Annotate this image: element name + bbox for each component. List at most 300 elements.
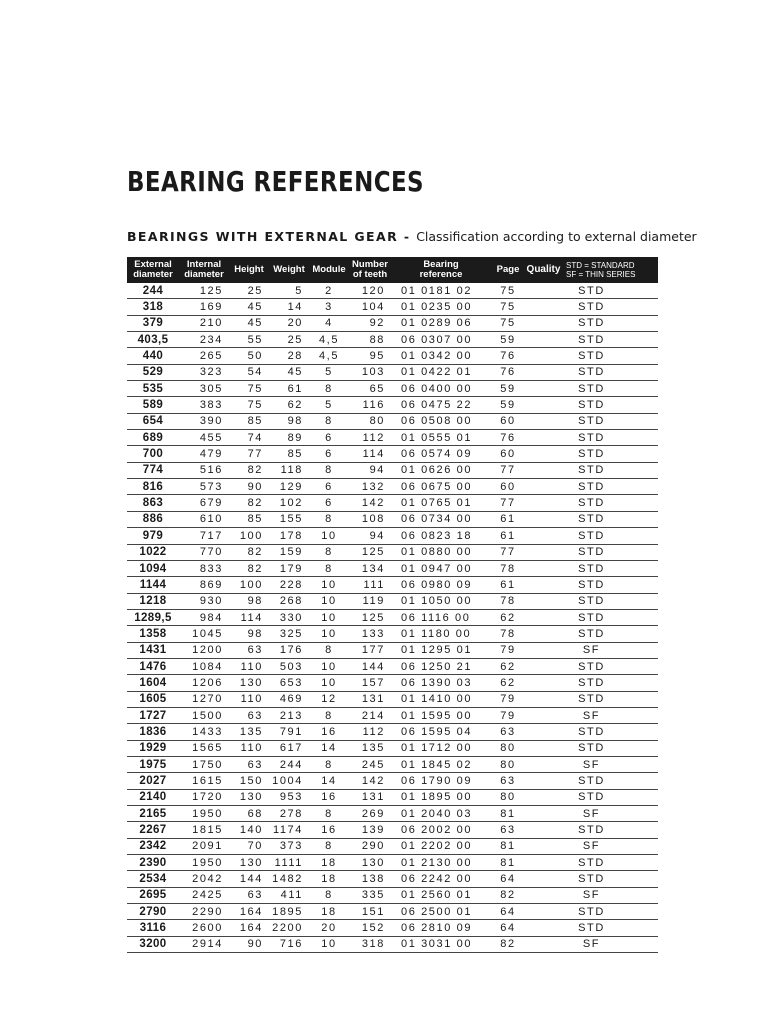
teeth-cell: 142 xyxy=(349,773,391,789)
weight-cell: 155 xyxy=(269,511,309,527)
external-diameter-cell: 2027 xyxy=(127,773,179,789)
height-cell: 140 xyxy=(229,822,269,838)
height-cell: 68 xyxy=(229,806,269,822)
module-cell: 8 xyxy=(309,756,349,772)
page-cell: 80 xyxy=(491,740,525,756)
internal-diameter-cell: 1084 xyxy=(179,658,229,674)
external-diameter-cell: 774 xyxy=(127,462,179,478)
reference-cell: 06 1116 00 xyxy=(391,609,491,625)
weight-cell: 244 xyxy=(269,756,309,772)
external-diameter-cell: 1727 xyxy=(127,707,179,723)
table-row xyxy=(127,920,658,936)
reference-cell: 01 1895 00 xyxy=(391,789,491,805)
table-row xyxy=(127,413,658,429)
page-cell: 75 xyxy=(491,283,525,299)
height-cell: 75 xyxy=(229,397,269,413)
external-diameter-cell: 1431 xyxy=(127,642,179,658)
page-cell: 80 xyxy=(491,756,525,772)
height-cell: 98 xyxy=(229,593,269,609)
teeth-cell: 114 xyxy=(349,446,391,462)
table-row xyxy=(127,364,658,380)
height-cell: 164 xyxy=(229,920,269,936)
external-diameter-cell: 1144 xyxy=(127,577,179,593)
module-cell: 10 xyxy=(309,936,349,952)
external-diameter-cell: 1094 xyxy=(127,560,179,576)
internal-diameter-cell: 1045 xyxy=(179,626,229,642)
internal-diameter-cell: 1950 xyxy=(179,806,229,822)
internal-diameter-cell: 1950 xyxy=(179,855,229,871)
quality-cell: SF xyxy=(525,642,658,658)
weight-cell: 89 xyxy=(269,430,309,446)
weight-cell: 14 xyxy=(269,299,309,315)
reference-cell: 06 1390 03 xyxy=(391,675,491,691)
height-cell: 63 xyxy=(229,887,269,903)
internal-diameter-cell: 390 xyxy=(179,413,229,429)
module-cell: 8 xyxy=(309,544,349,560)
weight-cell: 85 xyxy=(269,446,309,462)
table-row xyxy=(127,887,658,903)
header-module: Module xyxy=(309,257,349,283)
height-cell: 114 xyxy=(229,609,269,625)
header-number-of-teeth: Number of teeth xyxy=(349,257,391,283)
teeth-cell: 95 xyxy=(349,348,391,364)
teeth-cell: 142 xyxy=(349,495,391,511)
internal-diameter-cell: 383 xyxy=(179,397,229,413)
external-diameter-cell: 379 xyxy=(127,315,179,331)
internal-diameter-cell: 1206 xyxy=(179,675,229,691)
weight-cell: 228 xyxy=(269,577,309,593)
table-row xyxy=(127,806,658,822)
quality-cell: STD xyxy=(525,609,658,625)
page-cell: 81 xyxy=(491,838,525,854)
page-cell: 63 xyxy=(491,724,525,740)
quality-cell: STD xyxy=(525,871,658,887)
weight-cell: 129 xyxy=(269,479,309,495)
reference-cell: 01 2202 00 xyxy=(391,838,491,854)
teeth-cell: 157 xyxy=(349,675,391,691)
internal-diameter-cell: 1200 xyxy=(179,642,229,658)
table-header-row xyxy=(127,257,658,283)
internal-diameter-cell: 984 xyxy=(179,609,229,625)
weight-cell: 411 xyxy=(269,887,309,903)
height-cell: 55 xyxy=(229,332,269,348)
page-cell: 75 xyxy=(491,299,525,315)
teeth-cell: 111 xyxy=(349,577,391,593)
height-cell: 110 xyxy=(229,691,269,707)
table-row xyxy=(127,740,658,756)
height-cell: 63 xyxy=(229,707,269,723)
reference-cell: 06 0823 18 xyxy=(391,528,491,544)
quality-cell: STD xyxy=(525,315,658,331)
header-quality-legend: STD = STANDARD SF = THIN SERIES xyxy=(562,257,658,283)
page-cell: 77 xyxy=(491,462,525,478)
quality-cell: STD xyxy=(525,658,658,674)
table-body xyxy=(127,283,658,953)
external-diameter-cell: 689 xyxy=(127,430,179,446)
reference-cell: 01 0422 01 xyxy=(391,364,491,380)
quality-cell: STD xyxy=(525,528,658,544)
internal-diameter-cell: 573 xyxy=(179,479,229,495)
external-diameter-cell: 403,5 xyxy=(127,332,179,348)
table-row xyxy=(127,691,658,707)
reference-cell: 06 2500 01 xyxy=(391,904,491,920)
module-cell: 8 xyxy=(309,413,349,429)
header-internal-diameter: Internal diameter xyxy=(179,257,229,283)
reference-cell: 01 0626 00 xyxy=(391,462,491,478)
table-row xyxy=(127,675,658,691)
module-cell: 18 xyxy=(309,871,349,887)
internal-diameter-cell: 234 xyxy=(179,332,229,348)
internal-diameter-cell: 1565 xyxy=(179,740,229,756)
teeth-cell: 112 xyxy=(349,724,391,740)
weight-cell: 1174 xyxy=(269,822,309,838)
quality-cell: SF xyxy=(525,887,658,903)
module-cell: 8 xyxy=(309,560,349,576)
teeth-cell: 120 xyxy=(349,283,391,299)
teeth-cell: 290 xyxy=(349,838,391,854)
page-cell: 81 xyxy=(491,806,525,822)
height-cell: 74 xyxy=(229,430,269,446)
module-cell: 18 xyxy=(309,904,349,920)
height-cell: 82 xyxy=(229,495,269,511)
module-cell: 10 xyxy=(309,577,349,593)
internal-diameter-cell: 455 xyxy=(179,430,229,446)
subtitle-bold: BEARINGS WITH EXTERNAL GEAR - xyxy=(127,229,417,244)
page-cell: 59 xyxy=(491,332,525,348)
table-row xyxy=(127,609,658,625)
external-diameter-cell: 700 xyxy=(127,446,179,462)
page-cell: 80 xyxy=(491,789,525,805)
reference-cell: 01 1845 02 xyxy=(391,756,491,772)
external-diameter-cell: 1836 xyxy=(127,724,179,740)
quality-cell: STD xyxy=(525,920,658,936)
table-row xyxy=(127,724,658,740)
module-cell: 5 xyxy=(309,364,349,380)
weight-cell: 469 xyxy=(269,691,309,707)
reference-cell: 01 1180 00 xyxy=(391,626,491,642)
teeth-cell: 131 xyxy=(349,789,391,805)
external-diameter-cell: 1289,5 xyxy=(127,609,179,625)
table-row xyxy=(127,299,658,315)
reference-cell: 06 2002 00 xyxy=(391,822,491,838)
table-row xyxy=(127,773,658,789)
page-cell: 60 xyxy=(491,413,525,429)
height-cell: 85 xyxy=(229,413,269,429)
teeth-cell: 134 xyxy=(349,560,391,576)
teeth-cell: 65 xyxy=(349,381,391,397)
header-height: Height xyxy=(229,257,269,283)
teeth-cell: 152 xyxy=(349,920,391,936)
height-cell: 164 xyxy=(229,904,269,920)
height-cell: 70 xyxy=(229,838,269,854)
module-cell: 8 xyxy=(309,511,349,527)
internal-diameter-cell: 2425 xyxy=(179,887,229,903)
weight-cell: 1111 xyxy=(269,855,309,871)
module-cell: 2 xyxy=(309,283,349,299)
reference-cell: 01 1712 00 xyxy=(391,740,491,756)
external-diameter-cell: 1605 xyxy=(127,691,179,707)
page-cell: 60 xyxy=(491,446,525,462)
teeth-cell: 245 xyxy=(349,756,391,772)
external-diameter-cell: 2790 xyxy=(127,904,179,920)
quality-cell: STD xyxy=(525,332,658,348)
external-diameter-cell: 535 xyxy=(127,381,179,397)
height-cell: 90 xyxy=(229,936,269,952)
module-cell: 10 xyxy=(309,626,349,642)
weight-cell: 791 xyxy=(269,724,309,740)
table-row xyxy=(127,838,658,854)
quality-cell: STD xyxy=(525,299,658,315)
table-row xyxy=(127,593,658,609)
reference-cell: 06 0508 00 xyxy=(391,413,491,429)
internal-diameter-cell: 679 xyxy=(179,495,229,511)
teeth-cell: 80 xyxy=(349,413,391,429)
external-diameter-cell: 2165 xyxy=(127,806,179,822)
quality-cell: STD xyxy=(525,511,658,527)
page-cell: 62 xyxy=(491,658,525,674)
page-cell: 79 xyxy=(491,707,525,723)
height-cell: 82 xyxy=(229,462,269,478)
quality-cell: STD xyxy=(525,740,658,756)
page-cell: 63 xyxy=(491,773,525,789)
weight-cell: 325 xyxy=(269,626,309,642)
quality-cell: STD xyxy=(525,495,658,511)
module-cell: 18 xyxy=(309,855,349,871)
weight-cell: 62 xyxy=(269,397,309,413)
module-cell: 4,5 xyxy=(309,348,349,364)
weight-cell: 102 xyxy=(269,495,309,511)
external-diameter-cell: 863 xyxy=(127,495,179,511)
module-cell: 8 xyxy=(309,707,349,723)
quality-cell: STD xyxy=(525,691,658,707)
weight-cell: 716 xyxy=(269,936,309,952)
teeth-cell: 318 xyxy=(349,936,391,952)
reference-cell: 06 1790 09 xyxy=(391,773,491,789)
internal-diameter-cell: 1720 xyxy=(179,789,229,805)
page-cell: 82 xyxy=(491,936,525,952)
height-cell: 75 xyxy=(229,381,269,397)
page-cell: 79 xyxy=(491,691,525,707)
teeth-cell: 94 xyxy=(349,528,391,544)
height-cell: 100 xyxy=(229,577,269,593)
height-cell: 110 xyxy=(229,658,269,674)
reference-cell: 01 0342 00 xyxy=(391,348,491,364)
reference-cell: 01 1050 00 xyxy=(391,593,491,609)
page-cell: 82 xyxy=(491,887,525,903)
internal-diameter-cell: 1500 xyxy=(179,707,229,723)
table-row xyxy=(127,446,658,462)
module-cell: 3 xyxy=(309,299,349,315)
internal-diameter-cell: 2600 xyxy=(179,920,229,936)
weight-cell: 118 xyxy=(269,462,309,478)
teeth-cell: 119 xyxy=(349,593,391,609)
reference-cell: 01 1595 00 xyxy=(391,707,491,723)
reference-cell: 01 2560 01 xyxy=(391,887,491,903)
page-cell: 78 xyxy=(491,626,525,642)
quality-cell: SF xyxy=(525,756,658,772)
page-cell: 77 xyxy=(491,544,525,560)
external-diameter-cell: 1218 xyxy=(127,593,179,609)
reference-cell: 01 1295 01 xyxy=(391,642,491,658)
page-cell: 76 xyxy=(491,364,525,380)
table-row xyxy=(127,462,658,478)
teeth-cell: 130 xyxy=(349,855,391,871)
external-diameter-cell: 979 xyxy=(127,528,179,544)
table-row xyxy=(127,315,658,331)
reference-cell: 01 0289 06 xyxy=(391,315,491,331)
weight-cell: 1482 xyxy=(269,871,309,887)
teeth-cell: 151 xyxy=(349,904,391,920)
quality-cell: STD xyxy=(525,446,658,462)
table-row xyxy=(127,397,658,413)
page-cell: 79 xyxy=(491,642,525,658)
quality-cell: STD xyxy=(525,462,658,478)
page-cell: 81 xyxy=(491,855,525,871)
weight-cell: 268 xyxy=(269,593,309,609)
teeth-cell: 125 xyxy=(349,544,391,560)
table-row xyxy=(127,528,658,544)
quality-cell: STD xyxy=(525,577,658,593)
quality-cell: SF xyxy=(525,806,658,822)
page-cell: 64 xyxy=(491,904,525,920)
module-cell: 10 xyxy=(309,658,349,674)
external-diameter-cell: 1929 xyxy=(127,740,179,756)
reference-cell: 01 0181 02 xyxy=(391,283,491,299)
bearing-table xyxy=(127,257,658,953)
quality-cell: STD xyxy=(525,593,658,609)
internal-diameter-cell: 479 xyxy=(179,446,229,462)
reference-cell: 01 1410 00 xyxy=(391,691,491,707)
height-cell: 50 xyxy=(229,348,269,364)
module-cell: 6 xyxy=(309,446,349,462)
teeth-cell: 139 xyxy=(349,822,391,838)
teeth-cell: 133 xyxy=(349,626,391,642)
reference-cell: 06 0574 09 xyxy=(391,446,491,462)
table-row xyxy=(127,348,658,364)
page-cell: 61 xyxy=(491,511,525,527)
module-cell: 16 xyxy=(309,789,349,805)
height-cell: 130 xyxy=(229,855,269,871)
module-cell: 20 xyxy=(309,920,349,936)
height-cell: 100 xyxy=(229,528,269,544)
module-cell: 14 xyxy=(309,740,349,756)
module-cell: 8 xyxy=(309,381,349,397)
reference-cell: 06 1250 21 xyxy=(391,658,491,674)
teeth-cell: 125 xyxy=(349,609,391,625)
height-cell: 85 xyxy=(229,511,269,527)
weight-cell: 617 xyxy=(269,740,309,756)
weight-cell: 61 xyxy=(269,381,309,397)
weight-cell: 213 xyxy=(269,707,309,723)
teeth-cell: 108 xyxy=(349,511,391,527)
internal-diameter-cell: 1433 xyxy=(179,724,229,740)
teeth-cell: 103 xyxy=(349,364,391,380)
height-cell: 45 xyxy=(229,315,269,331)
page-cell: 59 xyxy=(491,381,525,397)
weight-cell: 1004 xyxy=(269,773,309,789)
module-cell: 4 xyxy=(309,315,349,331)
height-cell: 130 xyxy=(229,675,269,691)
table-row xyxy=(127,283,658,299)
weight-cell: 25 xyxy=(269,332,309,348)
weight-cell: 20 xyxy=(269,315,309,331)
teeth-cell: 104 xyxy=(349,299,391,315)
reference-cell: 06 0475 22 xyxy=(391,397,491,413)
height-cell: 90 xyxy=(229,479,269,495)
page-cell: 75 xyxy=(491,315,525,331)
internal-diameter-cell: 610 xyxy=(179,511,229,527)
internal-diameter-cell: 717 xyxy=(179,528,229,544)
external-diameter-cell: 654 xyxy=(127,413,179,429)
external-diameter-cell: 1604 xyxy=(127,675,179,691)
teeth-cell: 94 xyxy=(349,462,391,478)
quality-cell: STD xyxy=(525,430,658,446)
internal-diameter-cell: 305 xyxy=(179,381,229,397)
quality-cell: STD xyxy=(525,364,658,380)
table-row xyxy=(127,658,658,674)
module-cell: 6 xyxy=(309,479,349,495)
table-row xyxy=(127,479,658,495)
table-row xyxy=(127,626,658,642)
quality-cell: STD xyxy=(525,381,658,397)
teeth-cell: 116 xyxy=(349,397,391,413)
module-cell: 16 xyxy=(309,822,349,838)
page-cell: 61 xyxy=(491,528,525,544)
page-cell: 64 xyxy=(491,920,525,936)
external-diameter-cell: 1358 xyxy=(127,626,179,642)
module-cell: 8 xyxy=(309,642,349,658)
quality-cell: SF xyxy=(525,707,658,723)
module-cell: 10 xyxy=(309,609,349,625)
table-row xyxy=(127,707,658,723)
external-diameter-cell: 2140 xyxy=(127,789,179,805)
header-page: Page xyxy=(491,257,525,283)
height-cell: 135 xyxy=(229,724,269,740)
reference-cell: 06 1595 04 xyxy=(391,724,491,740)
page-cell: 62 xyxy=(491,675,525,691)
header-external-diameter: External diameter xyxy=(127,257,179,283)
quality-cell: STD xyxy=(525,773,658,789)
internal-diameter-cell: 516 xyxy=(179,462,229,478)
weight-cell: 98 xyxy=(269,413,309,429)
page-cell: 59 xyxy=(491,397,525,413)
quality-cell: STD xyxy=(525,397,658,413)
module-cell: 14 xyxy=(309,773,349,789)
external-diameter-cell: 440 xyxy=(127,348,179,364)
table-row xyxy=(127,381,658,397)
header-weight: Weight xyxy=(269,257,309,283)
reference-cell: 06 0980 09 xyxy=(391,577,491,593)
internal-diameter-cell: 125 xyxy=(179,283,229,299)
reference-cell: 01 0947 00 xyxy=(391,560,491,576)
teeth-cell: 144 xyxy=(349,658,391,674)
quality-cell: STD xyxy=(525,904,658,920)
table-row xyxy=(127,495,658,511)
teeth-cell: 131 xyxy=(349,691,391,707)
external-diameter-cell: 244 xyxy=(127,283,179,299)
internal-diameter-cell: 2290 xyxy=(179,904,229,920)
weight-cell: 2200 xyxy=(269,920,309,936)
height-cell: 45 xyxy=(229,299,269,315)
weight-cell: 330 xyxy=(269,609,309,625)
weight-cell: 373 xyxy=(269,838,309,854)
external-diameter-cell: 318 xyxy=(127,299,179,315)
reference-cell: 06 0734 00 xyxy=(391,511,491,527)
height-cell: 130 xyxy=(229,789,269,805)
table-row xyxy=(127,430,658,446)
teeth-cell: 177 xyxy=(349,642,391,658)
quality-cell: STD xyxy=(525,413,658,429)
